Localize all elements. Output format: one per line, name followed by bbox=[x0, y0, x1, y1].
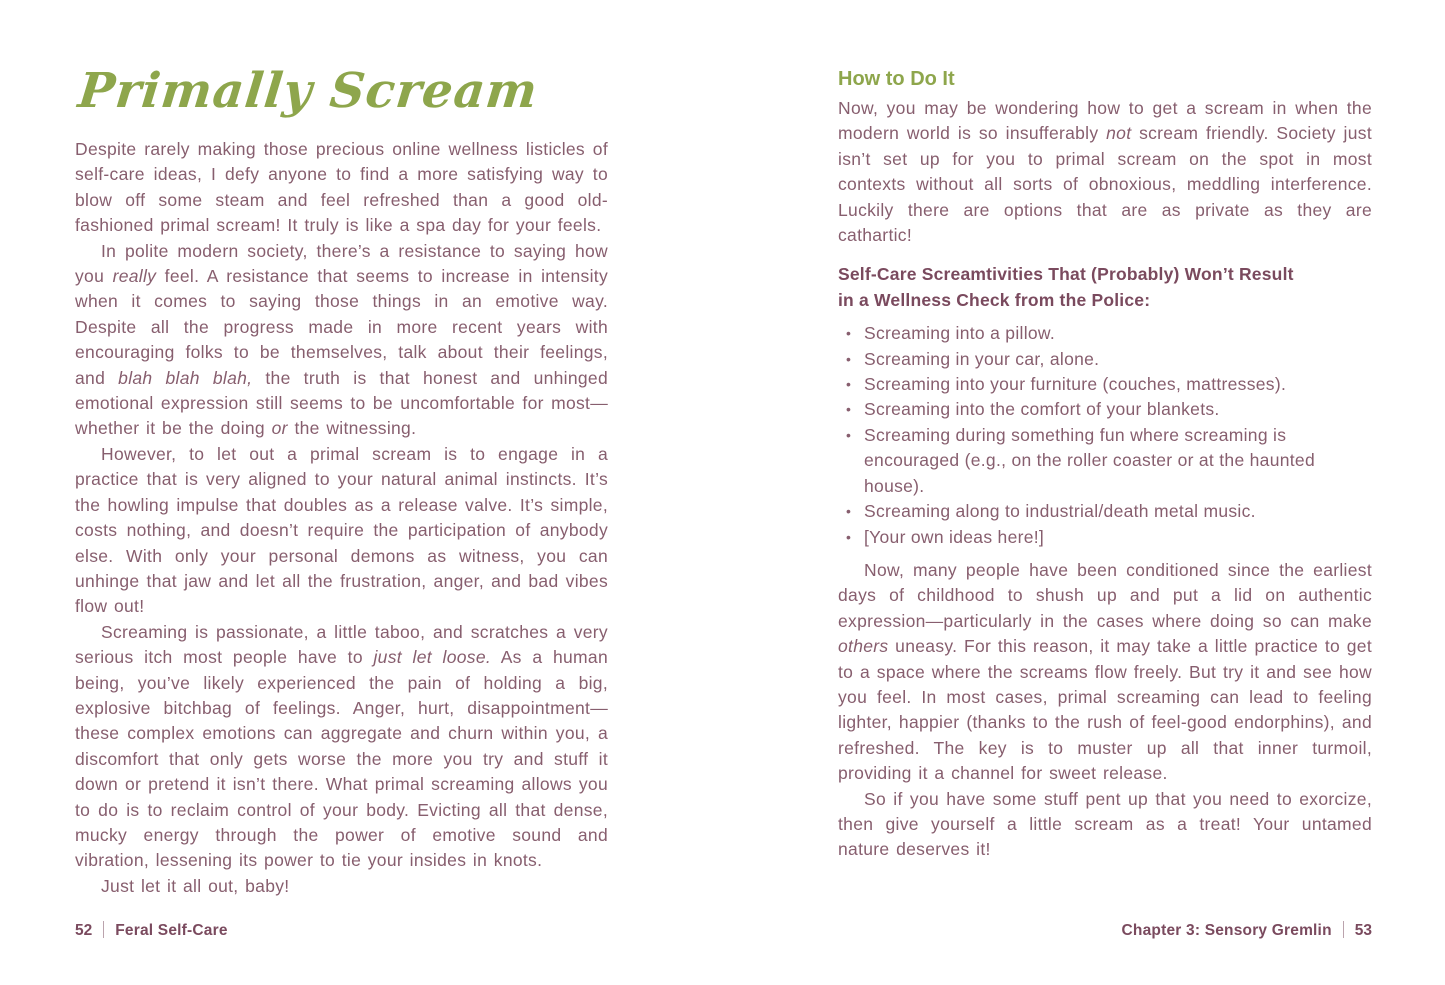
chapter-title: Primally Scream bbox=[75, 63, 541, 119]
italic-text-run: just let loose. bbox=[373, 647, 492, 668]
text-run: As a human being, you’ve likely experienced the pain of holding a big, explosive bitchbag of feelings. Anger, hurt, disappointment—these complex emotions can aggregate and churn within you, a discomfort that only gets worse the more you try and stuff it down or pretend it isn’t there. What primal screaming allows you to do is to reclaim control of your body. Evicting all that dense, mucky energy through the power of emotive sound and vibration, lessening its power to tie your insides in knots. bbox=[75, 647, 608, 871]
list-item-text: Screaming into your furniture (couches, mattresses). bbox=[864, 374, 1287, 395]
paragraph bbox=[75, 239, 608, 442]
book-title-label: Feral Self-Care bbox=[115, 922, 228, 939]
text-run: Just let it all out, baby! bbox=[101, 875, 290, 896]
page-number-right: 53 bbox=[1354, 922, 1372, 939]
bullet-icon: • bbox=[846, 528, 852, 545]
list-item-text: Screaming during something fun where screaming is encouraged (e.g., on the roller coaster or at the haunted house). bbox=[864, 424, 1315, 496]
list-item bbox=[838, 397, 1372, 422]
right-page-body bbox=[838, 558, 1372, 863]
italic-text-run: really bbox=[112, 266, 157, 287]
text-run: In polite modern society, there’s a resistance to saying how you bbox=[75, 240, 608, 287]
paragraph bbox=[75, 620, 608, 874]
italic-text-run: others bbox=[838, 636, 889, 657]
list-item bbox=[838, 372, 1372, 397]
left-page-body bbox=[75, 137, 608, 899]
bullet-icon: • bbox=[846, 426, 852, 443]
bullet-icon: • bbox=[846, 401, 852, 418]
page-number-left: 52 bbox=[75, 922, 93, 939]
footer-divider bbox=[103, 921, 104, 938]
bullet-icon: • bbox=[846, 325, 852, 342]
paragraph bbox=[75, 137, 608, 239]
bullet-icon: • bbox=[846, 350, 852, 367]
text-run: However, to let out a primal scream is to engage in a practice that is very aligned to your natural animal instincts. It’s the howling impulse that doubles as a release valve. It’s simple, costs nothing, and doesn’t require the participation of anybody else. With only your personal demons as witness, you can unhinge that jaw and let all the frustration, anger, and bad vibes flow out! bbox=[75, 443, 608, 617]
italic-text-run: blah blah blah, bbox=[118, 367, 253, 388]
list-item bbox=[838, 525, 1372, 550]
text-run: So if you have some stuff pent up that you need to exorcize, then give yourself a little scream as a treat! Your untamed nature deserves it! bbox=[838, 788, 1372, 860]
list-item bbox=[838, 347, 1372, 372]
list-item bbox=[838, 499, 1372, 524]
page-right bbox=[838, 66, 1372, 863]
text-run: Now, you may be wondering how to get a scream in when the modern world is so insufferably bbox=[838, 98, 1372, 144]
text-run: Despite rarely making those precious online wellness listicles of self-care ideas, I defy anyone to find a more satisfying way to blow off some steam and feel refreshed than a good old-fashioned primal scream! It truly is like a spa day for your feels. bbox=[75, 139, 608, 236]
list-item bbox=[838, 321, 1372, 346]
list-item-text: Screaming into the comfort of your blankets. bbox=[864, 399, 1220, 420]
paragraph bbox=[75, 442, 608, 620]
list-item bbox=[838, 423, 1372, 499]
text-run: Screaming is passionate, a little taboo, and scratches a very serious itch most people have to bbox=[75, 621, 608, 668]
chapter-label: Chapter 3: Sensory Gremlin bbox=[1121, 922, 1332, 939]
list-heading-line-1: Self-Care Screamtivities That (Probably) Won’t Result bbox=[838, 264, 1294, 285]
bullet-icon: • bbox=[846, 503, 852, 520]
list-heading bbox=[838, 262, 1372, 313]
italic-text-run: or bbox=[271, 418, 288, 439]
bullet-list bbox=[838, 321, 1372, 550]
text-run: feel. A resistance that seems to increase in intensity when it comes to saying those things in an emotive way. Despite all the progress made in more recent years with encouraging folks to be themselves, talk about their feelings, and bbox=[75, 266, 608, 388]
paragraph bbox=[75, 874, 608, 899]
text-run: the witnessing. bbox=[287, 418, 417, 439]
text-run: scream friendly. Society just isn’t set up for you to primal scream on the spot in most contexts without all sorts of obnoxious, meddling interference. Luckily there are options that are as private as they are cathartic! bbox=[838, 123, 1372, 246]
text-run: uneasy. For this reason, it may take a little practice to get to a space where the screams flow freely. But try it and see how you feel. In most cases, primal screaming can lead to feeling lighter, happier (thanks to the rush of feel-good endorphins), and refreshed. The key is to muster up all that inner turmoil, providing it a channel for sweet release. bbox=[838, 636, 1372, 784]
list-item-text: Screaming along to industrial/death metal music. bbox=[864, 501, 1256, 522]
list-item-text: Screaming in your car, alone. bbox=[864, 348, 1100, 369]
footer-left bbox=[75, 921, 228, 940]
list-item-text: Screaming into a pillow. bbox=[864, 323, 1056, 344]
paragraph bbox=[838, 787, 1372, 863]
page-left bbox=[75, 57, 608, 899]
footer-right bbox=[1122, 921, 1372, 940]
text-run: Now, many people have been conditioned since the earliest days of childhood to shush up and put a lid on authentic expression—particularly in the cases where doing so can make bbox=[838, 559, 1372, 631]
intro-paragraph bbox=[838, 96, 1372, 248]
list-heading-line-2: in a Wellness Check from the Police: bbox=[838, 289, 1151, 310]
text-run: the truth is that honest and unhinged emotional expression still seems to be uncomfortable for most—whether it be the doing bbox=[75, 367, 608, 439]
list-item-text: [Your own ideas here!] bbox=[864, 526, 1045, 547]
bullet-icon: • bbox=[846, 376, 852, 393]
section-heading: How to Do It bbox=[838, 68, 955, 90]
italic-text-run: not bbox=[1106, 123, 1132, 144]
footer-divider bbox=[1343, 921, 1344, 938]
paragraph bbox=[838, 558, 1372, 787]
